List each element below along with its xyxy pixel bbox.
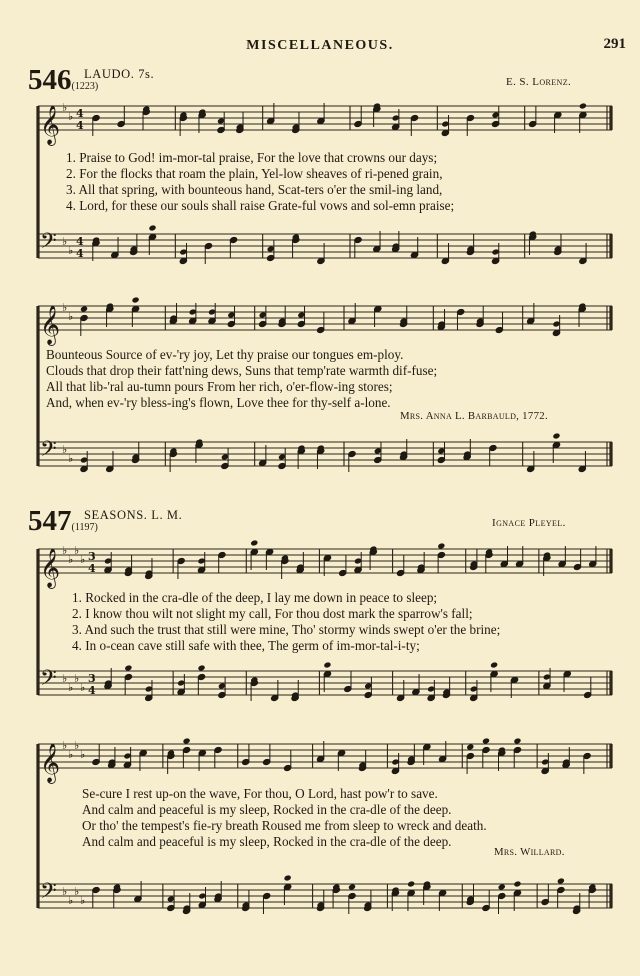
flat-sign-icon: ♭ (62, 443, 68, 456)
note-head (183, 737, 191, 744)
time-signature: 3 (88, 550, 96, 563)
note-head (513, 737, 521, 744)
time-signature: 4 (88, 684, 96, 697)
verse-line: 2. For the flocks that roam the plain, Yel-low sheaves of ri-pened grain, (66, 166, 443, 181)
bass-clef-icon: 𝄢 (40, 437, 57, 467)
flat-sign-icon: ♭ (68, 894, 74, 907)
composer: E. S. Lorenz. (506, 76, 572, 88)
note-head (482, 737, 490, 744)
flat-sign-icon: ♭ (62, 739, 68, 752)
verse-line: Or tho' the tempest's fie-ry breath Roused me from sleep to wreck and death. (82, 818, 487, 833)
time-signature: 4 (76, 235, 84, 248)
verse-line: And calm and peaceful is my sleep, Rocked in the cra-dle of the deep. (82, 802, 452, 817)
note-head (348, 883, 356, 890)
tune-name: SEASONS. L. M. (84, 508, 183, 522)
verse-line: 1. Praise to God! im-mor-tal praise, For the love that crowns our days; (66, 150, 438, 165)
verse-line: 2. I know thou wilt not slight my call, For thou dost mark the sparrow's fall; (72, 606, 473, 621)
verse-line: Bounteous Source of ev-'ry joy, Let thy praise our tongues em-ploy. (46, 347, 404, 362)
flat-sign-icon: ♭ (80, 894, 86, 907)
note-head (437, 542, 445, 549)
time-signature: 4 (76, 247, 84, 260)
flat-sign-icon: ♭ (68, 110, 74, 123)
flat-sign-icon: ♭ (74, 672, 80, 685)
flat-sign-icon: ♭ (62, 235, 68, 248)
flat-sign-icon: ♭ (68, 748, 74, 761)
treble-clef-icon: 𝄞 (40, 105, 61, 145)
composer: Ignace Pleyel. (492, 517, 566, 529)
flat-sign-icon: ♭ (80, 553, 86, 566)
flat-sign-icon: ♭ (74, 885, 80, 898)
verse-line: 4. In o-cean cave still safe with thee, The germ of im-mor-tal-i-ty; (72, 638, 420, 653)
flat-sign-icon: ♭ (74, 739, 80, 752)
flat-sign-icon: ♭ (62, 672, 68, 685)
note-head (197, 664, 205, 671)
bass-clef-icon: 𝄢 (40, 666, 57, 696)
bass-clef-icon: 𝄢 (40, 229, 57, 259)
note-head (407, 880, 415, 887)
note-head (323, 661, 331, 668)
flat-sign-icon: ♭ (62, 544, 68, 557)
note-head (557, 877, 565, 884)
verse-line: And, when ev-'ry bless-ing's flown, Love thee for thy-self a-lone. (46, 395, 391, 410)
note-head (148, 224, 156, 231)
flat-sign-icon: ♭ (62, 101, 68, 114)
author-credit: Mrs. Anna L. Barbauld, 1772. (400, 410, 548, 422)
flat-sign-icon: ♭ (80, 748, 86, 761)
running-head: MISCELLANEOUS. (246, 38, 394, 53)
note-head (498, 883, 506, 890)
hymn-old-number: (1197) (71, 522, 98, 533)
note-head (490, 661, 498, 668)
verse-line: 1. Rocked in the cra-dle of the deep, I lay me down in peace to sleep; (72, 590, 438, 605)
author-credit: Mrs. Willard. (494, 846, 565, 858)
tune-name: LAUDO. 7s. (84, 67, 155, 81)
verse-line: 3. And such the trust that still were mine, Tho' stormy winds swept o'er the brine; (72, 622, 501, 637)
note-head (80, 305, 88, 312)
verse-line: And calm and peaceful is my sleep, Rocked in the cra-dle of the deep. (82, 834, 452, 849)
flat-sign-icon: ♭ (62, 301, 68, 314)
hymn-number: 547 (28, 505, 72, 537)
treble-clef-icon: 𝄞 (40, 548, 61, 588)
verse-line: All that lib-'ral au-tumn pours From her rich, o'er-flow-ing stores; (46, 379, 393, 394)
flat-sign-icon: ♭ (74, 544, 80, 557)
flat-sign-icon: ♭ (68, 553, 74, 566)
flat-sign-icon: ♭ (68, 244, 74, 257)
flat-sign-icon: ♭ (68, 310, 74, 323)
time-signature: 4 (88, 562, 96, 575)
flat-sign-icon: ♭ (62, 885, 68, 898)
treble-clef-icon: 𝄞 (40, 305, 61, 345)
hymn-number: 546 (28, 64, 72, 96)
note-head (552, 432, 560, 439)
note-head (466, 743, 474, 750)
time-signature: 4 (76, 107, 84, 120)
note-head (250, 539, 258, 546)
flat-sign-icon: ♭ (80, 681, 86, 694)
page-number: 291 (603, 36, 626, 52)
verse-line: Se-cure I rest up-on the wave, For thou, O Lord, hast pow'r to save. (82, 786, 438, 801)
note-head (284, 874, 292, 881)
hymn-old-number: (1223) (71, 81, 99, 92)
time-signature: 3 (88, 672, 96, 685)
note-head (579, 102, 587, 109)
flat-sign-icon: ♭ (68, 452, 74, 465)
note-head (513, 880, 521, 887)
flat-sign-icon: ♭ (68, 681, 74, 694)
note-head (132, 296, 140, 303)
verse-line: 4. Lord, for these our souls shall raise Grate-ful vows and sol-emn praise; (66, 198, 455, 213)
time-signature: 4 (76, 119, 84, 132)
verse-line: Clouds that drop their fatt'ning dews, Suns that temp'rate warmth dif-fuse; (46, 363, 438, 378)
bass-clef-icon: 𝄢 (40, 879, 57, 909)
verse-line: 3. All that spring, with bounteous hand, Scat-ters o'er the smil-ing land, (66, 182, 443, 197)
note-head (124, 664, 132, 671)
treble-clef-icon: 𝄞 (40, 743, 61, 783)
